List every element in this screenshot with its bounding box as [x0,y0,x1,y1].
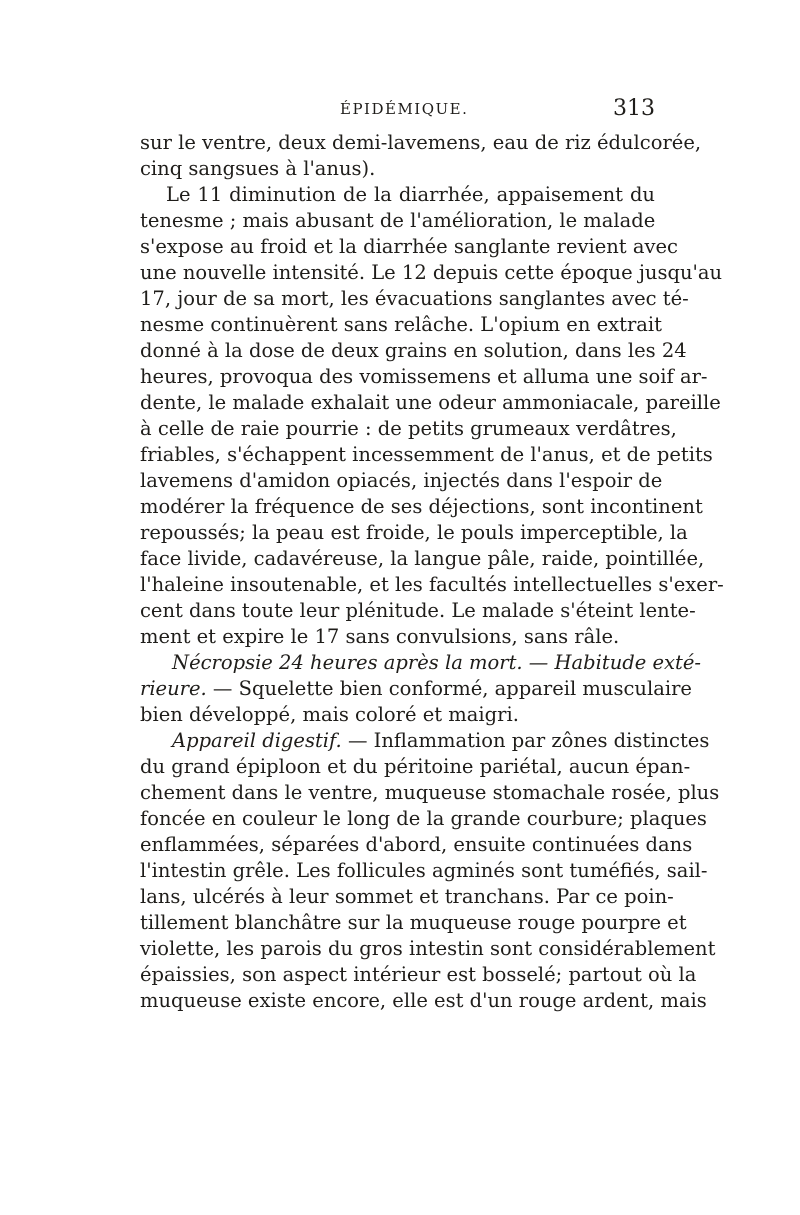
text-line: tillement blanchâtre sur la muqueuse rouge pourpre et [140,911,687,934]
text-line: cinq sangsues à l'anus). [140,157,376,180]
text-line: 17, jour de sa mort, les évacuations sanglantes avec té- [140,287,689,310]
necropsy-heading: Nécropsie 24 heures après la mort. — Habitude exté- [172,651,701,674]
text-line: sur le ventre, deux demi-lavemens, eau de riz édulcorée, [140,131,702,154]
text-line: du grand épiploon et du péritoine pariétal, aucun épan- [140,755,691,778]
text-line: une nouvelle intensité. Le 12 depuis cette époque jusqu'au [140,261,723,284]
text-line: dente, le malade exhalait une odeur ammoniacale, pareille [140,391,721,414]
running-head: ÉPIDÉMIQUE. [340,100,469,118]
text-line: à celle de raie pourrie : de petits grumeaux verdâtres, [140,417,677,440]
text-line: cent dans toute leur plénitude. Le malade s'éteint lente- [140,599,696,622]
text-line: lavemens d'amidon opiacés, injectés dans l'espoir de [140,469,663,492]
text-line: ment et expire le 17 sans convulsions, sans râle. [140,625,620,648]
text-line [140,676,692,702]
text-line: violette, les parois du gros intestin sont considérablement [140,937,716,960]
page-number: 313 [613,96,655,121]
digestive-heading: Appareil digestif. [172,729,342,752]
text-line: modérer la fréquence de ses déjections, sont incontinent [140,495,703,518]
text-line: chement dans le ventre, muqueuse stomachale rosée, plus [140,781,720,804]
page-header [140,96,655,126]
text-line: muqueuse existe encore, elle est d'un rouge ardent, mais [140,989,707,1012]
necropsy-subheading: rieure. [140,677,207,700]
digestive-heading-line [140,728,710,754]
text-line: foncée en couleur le long de la grande courbure; plaques [140,807,707,830]
text-line: s'expose au froid et la diarrhée sanglante revient avec [140,235,678,258]
text-line: heures, provoqua des vomissemens et alluma une soif ar- [140,365,708,388]
text-line: bien développé, mais coloré et maigri. [140,703,519,726]
digestive-text: — Inflammation par zônes distinctes [341,729,710,752]
text-line: donné à la dose de deux grains en solution, dans les 24 [140,339,687,362]
text-line: repoussés; la peau est froide, le pouls imperceptible, la [140,521,688,544]
body-text [140,130,724,1014]
text-line: l'haleine insoutenable, et les facultés intellectuelles s'exer- [140,573,724,596]
necropsy-text: — Squelette bien conformé, appareil musculaire [206,677,692,700]
text-line: face livide, cadavéreuse, la langue pâle, raide, pointillée, [140,547,705,570]
text-line: friables, s'échappent incessemment de l'anus, et de petits [140,443,713,466]
text-line: l'intestin grêle. Les follicules agminés sont tuméfiés, sail- [140,859,708,882]
text-line: tenesme ; mais abusant de l'amélioration, le malade [140,209,656,232]
necropsy-heading-line [140,650,701,676]
text-line: nesme continuèrent sans relâche. L'opium en extrait [140,313,662,336]
text-line: enflammées, séparées d'abord, ensuite continuées dans [140,833,693,856]
text-line: Le 11 diminution de la diarrhée, appaisement du [166,183,655,206]
text-line: épaissies, son aspect intérieur est bosselé; partout où la [140,963,697,986]
text-line: lans, ulcérés à leur sommet et tranchans. Par ce poin- [140,885,674,908]
